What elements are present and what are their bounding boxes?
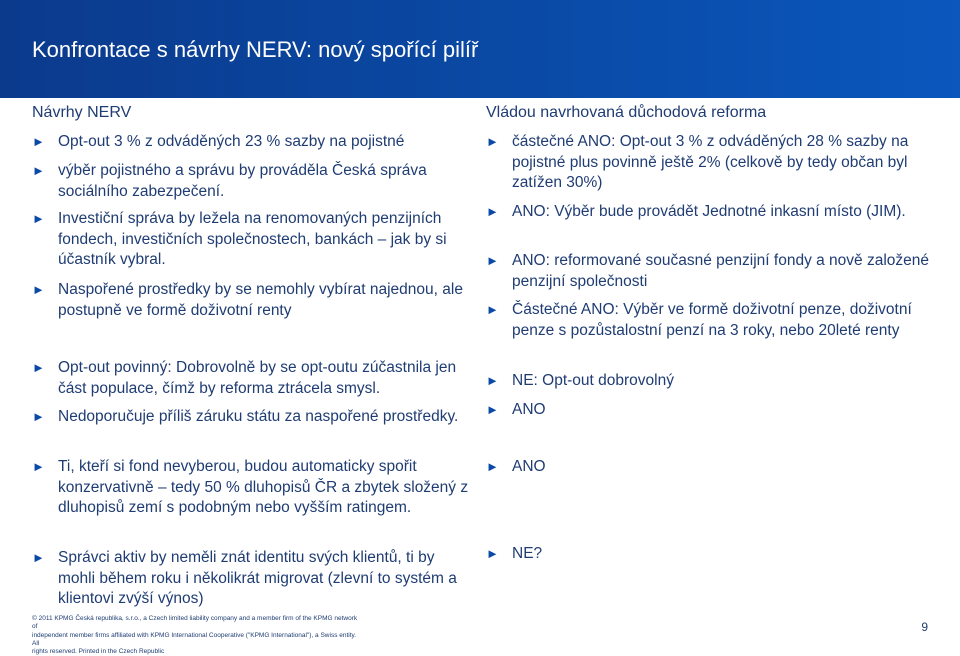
left-bullet-text: Nedoporučuje příliš záruku státu za naspořené prostředky.: [58, 408, 459, 425]
bullet-arrow-icon: ►: [32, 459, 45, 474]
slide-header: [0, 0, 960, 98]
right-bullet-item: [486, 371, 946, 392]
left-bullet-item: [32, 407, 472, 428]
right-bullet-text: částečné ANO: Opt-out 3 % z odváděných 28 % sazby na pojistné plus povinně ještě 2% (celkově by tedy občan byl zatížen 30%): [512, 133, 909, 191]
right-bullet-text: ANO: [512, 458, 546, 475]
left-bullet-text: Opt-out 3 % z odváděných 23 % sazby na pojistné: [58, 133, 405, 150]
left-bullet-text: Ti, kteří si fond nevyberou, budou automaticky spořit konzervativně – tedy 50 % dluhopisů ČR a zbytek složený z dluhopisů zemí s podobným nebo vyšším ratingem.: [58, 458, 469, 516]
bullet-arrow-icon: ►: [486, 134, 499, 149]
bullet-arrow-icon: ►: [486, 459, 499, 474]
left-bullet-item: [32, 132, 472, 153]
left-bullet-item: [32, 280, 472, 321]
bullet-arrow-icon: ►: [486, 204, 499, 219]
right-bullet-item: [486, 251, 946, 292]
bullet-arrow-icon: ►: [486, 253, 499, 268]
right-bullet-item: [486, 457, 946, 478]
right-bullet-text: Částečné ANO: Výběr ve formě doživotní penze, doživotní penze s pozůstalostní penzí na 3 roky, nebo 20leté renty: [512, 301, 912, 339]
left-bullet-text: Správci aktiv by neměli znát identitu svých klientů, ti by mohli během roku i několikrát migrovat (zlevní to systém a klientovi zvýší výnos): [58, 549, 457, 607]
copyright-line: independent member firms affiliated with KPMG International Cooperative ("KPMG International"), a Swiss entity. All: [32, 631, 357, 647]
right-bullet-item: [486, 300, 946, 341]
left-bullet-item: [32, 457, 472, 519]
right-bullet-item: [486, 400, 946, 421]
left-bullet-text: Naspořené prostředky by se nemohly vybírat najednou, ale postupně ve formě doživotní renty: [58, 281, 463, 319]
bullet-arrow-icon: ►: [486, 373, 499, 388]
right-bullet-item: [486, 202, 946, 223]
right-bullet-item: [486, 544, 946, 565]
left-column-heading: Návrhy NERV: [32, 104, 132, 121]
left-bullet-text: výběr pojistného a správu by prováděla Česká správa sociálního zabezpečení.: [58, 162, 427, 200]
right-bullet-text: ANO: reformované současné penzijní fondy a nově založené penzijní společnosti: [512, 252, 930, 290]
slide-title: Konfrontace s návrhy NERV: nový spořící pilíř: [32, 37, 479, 62]
bullet-arrow-icon: ►: [486, 546, 499, 561]
right-bullet-text: ANO: Výběr bude provádět Jednotné inkasní místo (JIM).: [512, 203, 906, 220]
left-bullet-text: Opt-out povinný: Dobrovolně by se opt-outu zúčastnila jen část populace, čímž by reforma ztrácela smysl.: [58, 359, 457, 397]
right-column-heading: Vládou navrhovaná důchodová reforma: [486, 104, 767, 121]
right-bullet-text: ANO: [512, 401, 546, 418]
copyright-notice: [32, 615, 362, 656]
left-column: [32, 102, 472, 607]
bullet-arrow-icon: ►: [32, 409, 45, 424]
bullet-arrow-icon: ►: [486, 402, 499, 417]
right-bullet-item: [486, 132, 946, 194]
bullet-arrow-icon: ►: [32, 360, 45, 375]
copyright-line: © 2011 KPMG Česká republika, s.r.o., a Czech limited liability company and a member firm of the KPMG network of: [32, 615, 358, 631]
bullet-arrow-icon: ►: [32, 550, 45, 565]
copyright-line: rights reserved. Printed in the Czech Republic: [32, 648, 165, 656]
page-number: 9: [921, 620, 928, 634]
bullet-arrow-icon: ►: [32, 282, 45, 297]
bullet-arrow-icon: ►: [32, 134, 45, 149]
left-bullet-item: [32, 161, 472, 202]
left-bullet-item: [32, 358, 472, 399]
right-bullet-text: NE: Opt-out dobrovolný: [512, 372, 674, 389]
left-bullet-item: [32, 209, 472, 271]
left-bullet-text: Investiční správa by ležela na renomovaných penzijních fondech, investičních společnostech, bankách – jak by si účastník vybral.: [58, 210, 447, 268]
bullet-arrow-icon: ►: [486, 302, 499, 317]
bullet-arrow-icon: ►: [32, 163, 45, 178]
bullet-arrow-icon: ►: [32, 211, 45, 226]
right-column: [486, 102, 946, 562]
right-bullet-text: NE?: [512, 545, 543, 562]
left-bullet-item: [32, 548, 472, 610]
